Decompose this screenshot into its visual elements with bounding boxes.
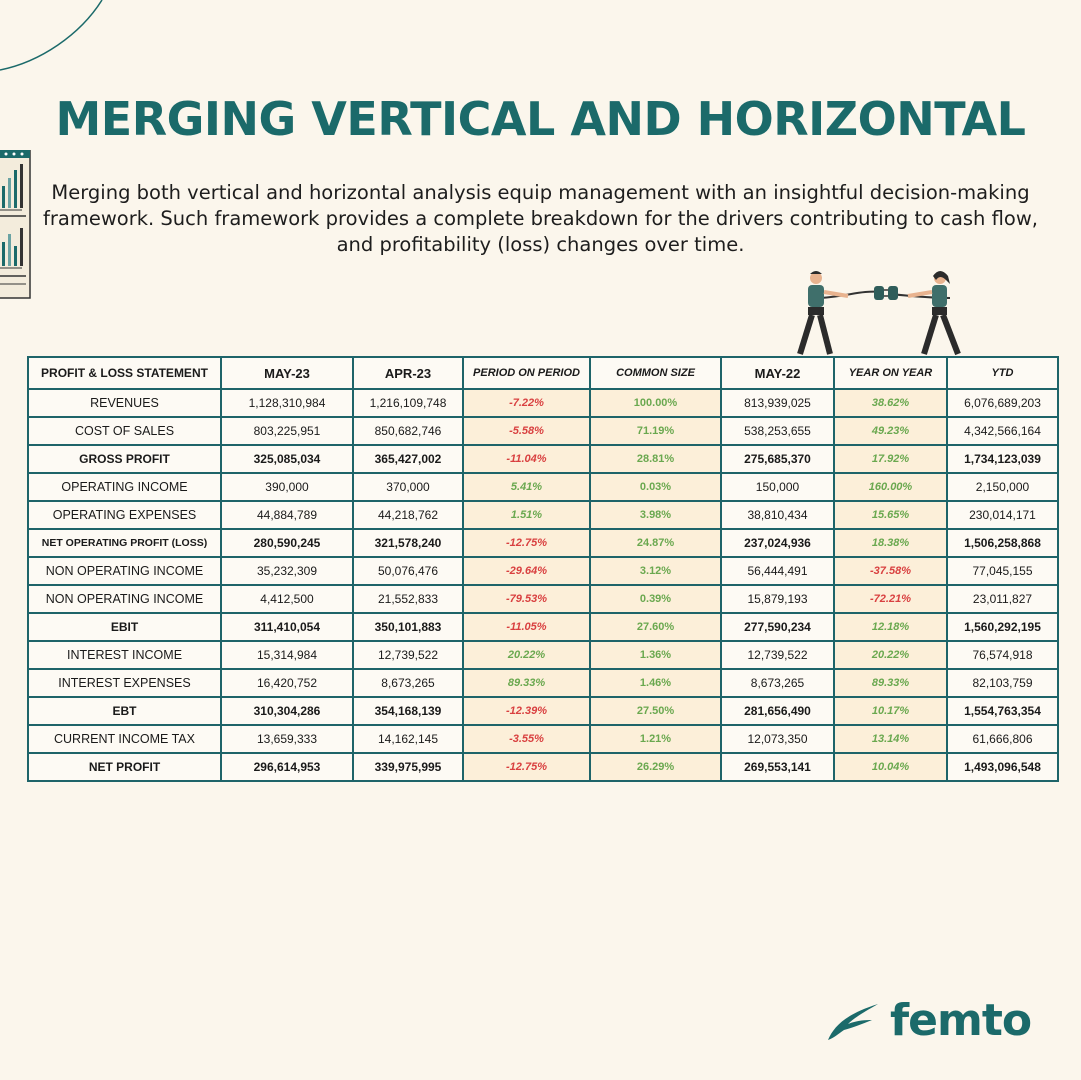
ytd-value: 4,342,566,164 bbox=[947, 417, 1058, 445]
table-row bbox=[28, 669, 1058, 697]
may23-value: 15,314,984 bbox=[221, 641, 353, 669]
period-on-period-value: -12.75% bbox=[463, 529, 590, 557]
year-on-year-value: -72.21% bbox=[834, 585, 947, 613]
may23-value: 296,614,953 bbox=[221, 753, 353, 781]
table-row bbox=[28, 753, 1058, 781]
table-header-row bbox=[28, 357, 1058, 389]
year-on-year-value: 15.65% bbox=[834, 501, 947, 529]
year-on-year-value: 13.14% bbox=[834, 725, 947, 753]
may23-value: 390,000 bbox=[221, 473, 353, 501]
may23-value: 280,590,245 bbox=[221, 529, 353, 557]
common-size-value: 3.98% bbox=[590, 501, 721, 529]
year-on-year-value: 12.18% bbox=[834, 613, 947, 641]
apr23-value: 365,427,002 bbox=[353, 445, 463, 473]
period-on-period-value: -11.05% bbox=[463, 613, 590, 641]
people-connecting-plugs-illustration bbox=[790, 268, 980, 360]
table-row bbox=[28, 529, 1058, 557]
period-on-period-value: 1.51% bbox=[463, 501, 590, 529]
year-on-year-value: -37.58% bbox=[834, 557, 947, 585]
may22-value: 281,656,490 bbox=[721, 697, 834, 725]
common-size-value: 0.03% bbox=[590, 473, 721, 501]
may22-value: 15,879,193 bbox=[721, 585, 834, 613]
row-label: INTEREST EXPENSES bbox=[28, 669, 221, 697]
period-on-period-value: -79.53% bbox=[463, 585, 590, 613]
may23-value: 44,884,789 bbox=[221, 501, 353, 529]
femto-wing-icon bbox=[824, 1000, 882, 1042]
ytd-value: 1,734,123,039 bbox=[947, 445, 1058, 473]
row-label: REVENUES bbox=[28, 389, 221, 417]
ytd-value: 76,574,918 bbox=[947, 641, 1058, 669]
apr23-value: 12,739,522 bbox=[353, 641, 463, 669]
apr23-value: 50,076,476 bbox=[353, 557, 463, 585]
may22-value: 275,685,370 bbox=[721, 445, 834, 473]
may22-value: 56,444,491 bbox=[721, 557, 834, 585]
common-size-value: 24.87% bbox=[590, 529, 721, 557]
year-on-year-value: 10.04% bbox=[834, 753, 947, 781]
apr23-value: 1,216,109,748 bbox=[353, 389, 463, 417]
ytd-value: 77,045,155 bbox=[947, 557, 1058, 585]
apr23-value: 354,168,139 bbox=[353, 697, 463, 725]
apr23-value: 8,673,265 bbox=[353, 669, 463, 697]
apr23-value: 321,578,240 bbox=[353, 529, 463, 557]
row-label: NON OPERATING INCOME bbox=[28, 557, 221, 585]
col-header-common-size: COMMON SIZE bbox=[590, 357, 721, 389]
apr23-value: 21,552,833 bbox=[353, 585, 463, 613]
col-header-year-on-year: YEAR ON YEAR bbox=[834, 357, 947, 389]
ytd-value: 6,076,689,203 bbox=[947, 389, 1058, 417]
period-on-period-value: -12.39% bbox=[463, 697, 590, 725]
may22-value: 269,553,141 bbox=[721, 753, 834, 781]
may22-value: 12,739,522 bbox=[721, 641, 834, 669]
ytd-value: 61,666,806 bbox=[947, 725, 1058, 753]
may22-value: 38,810,434 bbox=[721, 501, 834, 529]
may23-value: 4,412,500 bbox=[221, 585, 353, 613]
apr23-value: 350,101,883 bbox=[353, 613, 463, 641]
year-on-year-value: 160.00% bbox=[834, 473, 947, 501]
common-size-value: 1.36% bbox=[590, 641, 721, 669]
table-row bbox=[28, 585, 1058, 613]
year-on-year-value: 38.62% bbox=[834, 389, 947, 417]
period-on-period-value: 89.33% bbox=[463, 669, 590, 697]
may23-value: 325,085,034 bbox=[221, 445, 353, 473]
decorative-arc bbox=[0, 0, 110, 80]
may22-value: 12,073,350 bbox=[721, 725, 834, 753]
year-on-year-value: 49.23% bbox=[834, 417, 947, 445]
table-row bbox=[28, 501, 1058, 529]
col-header-apr23: APR-23 bbox=[353, 357, 463, 389]
common-size-value: 27.60% bbox=[590, 613, 721, 641]
may22-value: 277,590,234 bbox=[721, 613, 834, 641]
ytd-value: 23,011,827 bbox=[947, 585, 1058, 613]
common-size-value: 100.00% bbox=[590, 389, 721, 417]
table-row bbox=[28, 445, 1058, 473]
apr23-value: 850,682,746 bbox=[353, 417, 463, 445]
page-title: MERGING VERTICAL AND HORIZONTAL bbox=[55, 92, 1026, 146]
table-row bbox=[28, 389, 1058, 417]
apr23-value: 14,162,145 bbox=[353, 725, 463, 753]
col-header-ytd: YTD bbox=[947, 357, 1058, 389]
row-label: NET PROFIT bbox=[28, 753, 221, 781]
apr23-value: 339,975,995 bbox=[353, 753, 463, 781]
may23-value: 310,304,286 bbox=[221, 697, 353, 725]
profit-loss-table bbox=[27, 356, 1059, 782]
period-on-period-value: 5.41% bbox=[463, 473, 590, 501]
apr23-value: 44,218,762 bbox=[353, 501, 463, 529]
row-label: EBT bbox=[28, 697, 221, 725]
row-label: EBIT bbox=[28, 613, 221, 641]
row-label: COST OF SALES bbox=[28, 417, 221, 445]
period-on-period-value: -3.55% bbox=[463, 725, 590, 753]
table-row bbox=[28, 417, 1058, 445]
may22-value: 150,000 bbox=[721, 473, 834, 501]
col-header-period-on-period: PERIOD ON PERIOD bbox=[463, 357, 590, 389]
may23-value: 1,128,310,984 bbox=[221, 389, 353, 417]
row-label: NET OPERATING PROFIT (LOSS) bbox=[28, 529, 221, 557]
row-label: CURRENT INCOME TAX bbox=[28, 725, 221, 753]
table-row bbox=[28, 725, 1058, 753]
col-header-may23: MAY-23 bbox=[221, 357, 353, 389]
row-label: OPERATING INCOME bbox=[28, 473, 221, 501]
may23-value: 35,232,309 bbox=[221, 557, 353, 585]
financial-report-document-icon bbox=[0, 150, 34, 302]
ytd-value: 2,150,000 bbox=[947, 473, 1058, 501]
row-label: INTEREST INCOME bbox=[28, 641, 221, 669]
may23-value: 311,410,054 bbox=[221, 613, 353, 641]
may22-value: 237,024,936 bbox=[721, 529, 834, 557]
common-size-value: 3.12% bbox=[590, 557, 721, 585]
common-size-value: 1.46% bbox=[590, 669, 721, 697]
ytd-value: 1,560,292,195 bbox=[947, 613, 1058, 641]
ytd-value: 1,493,096,548 bbox=[947, 753, 1058, 781]
table-body bbox=[28, 389, 1058, 781]
period-on-period-value: -5.58% bbox=[463, 417, 590, 445]
period-on-period-value: -11.04% bbox=[463, 445, 590, 473]
ytd-value: 1,554,763,354 bbox=[947, 697, 1058, 725]
common-size-value: 1.21% bbox=[590, 725, 721, 753]
may23-value: 13,659,333 bbox=[221, 725, 353, 753]
year-on-year-value: 18.38% bbox=[834, 529, 947, 557]
table-row bbox=[28, 473, 1058, 501]
table-row bbox=[28, 557, 1058, 585]
may23-value: 16,420,752 bbox=[221, 669, 353, 697]
year-on-year-value: 17.92% bbox=[834, 445, 947, 473]
table-row bbox=[28, 613, 1058, 641]
ytd-value: 1,506,258,868 bbox=[947, 529, 1058, 557]
apr23-value: 370,000 bbox=[353, 473, 463, 501]
period-on-period-value: -12.75% bbox=[463, 753, 590, 781]
year-on-year-value: 10.17% bbox=[834, 697, 947, 725]
period-on-period-value: -29.64% bbox=[463, 557, 590, 585]
femto-logo-text: femto bbox=[890, 995, 1032, 1046]
ytd-value: 230,014,171 bbox=[947, 501, 1058, 529]
row-label: NON OPERATING INCOME bbox=[28, 585, 221, 613]
ytd-value: 82,103,759 bbox=[947, 669, 1058, 697]
may22-value: 813,939,025 bbox=[721, 389, 834, 417]
common-size-value: 28.81% bbox=[590, 445, 721, 473]
year-on-year-value: 89.33% bbox=[834, 669, 947, 697]
col-header-may22: MAY-22 bbox=[721, 357, 834, 389]
may22-value: 538,253,655 bbox=[721, 417, 834, 445]
row-label: GROSS PROFIT bbox=[28, 445, 221, 473]
period-on-period-value: 20.22% bbox=[463, 641, 590, 669]
common-size-value: 71.19% bbox=[590, 417, 721, 445]
table-row bbox=[28, 641, 1058, 669]
may23-value: 803,225,951 bbox=[221, 417, 353, 445]
row-label: OPERATING EXPENSES bbox=[28, 501, 221, 529]
page-subtitle: Merging both vertical and horizontal analysis equip management with an insightful decision-making framework. Such framework provides a complete breakdown for the drivers contributing to cash flow, and profitability (loss) changes over time. bbox=[43, 181, 1038, 256]
common-size-value: 0.39% bbox=[590, 585, 721, 613]
col-header-statement: PROFIT & LOSS STATEMENT bbox=[28, 357, 221, 389]
common-size-value: 26.29% bbox=[590, 753, 721, 781]
year-on-year-value: 20.22% bbox=[834, 641, 947, 669]
table-row bbox=[28, 697, 1058, 725]
femto-logo bbox=[824, 995, 1031, 1046]
may22-value: 8,673,265 bbox=[721, 669, 834, 697]
common-size-value: 27.50% bbox=[590, 697, 721, 725]
period-on-period-value: -7.22% bbox=[463, 389, 590, 417]
